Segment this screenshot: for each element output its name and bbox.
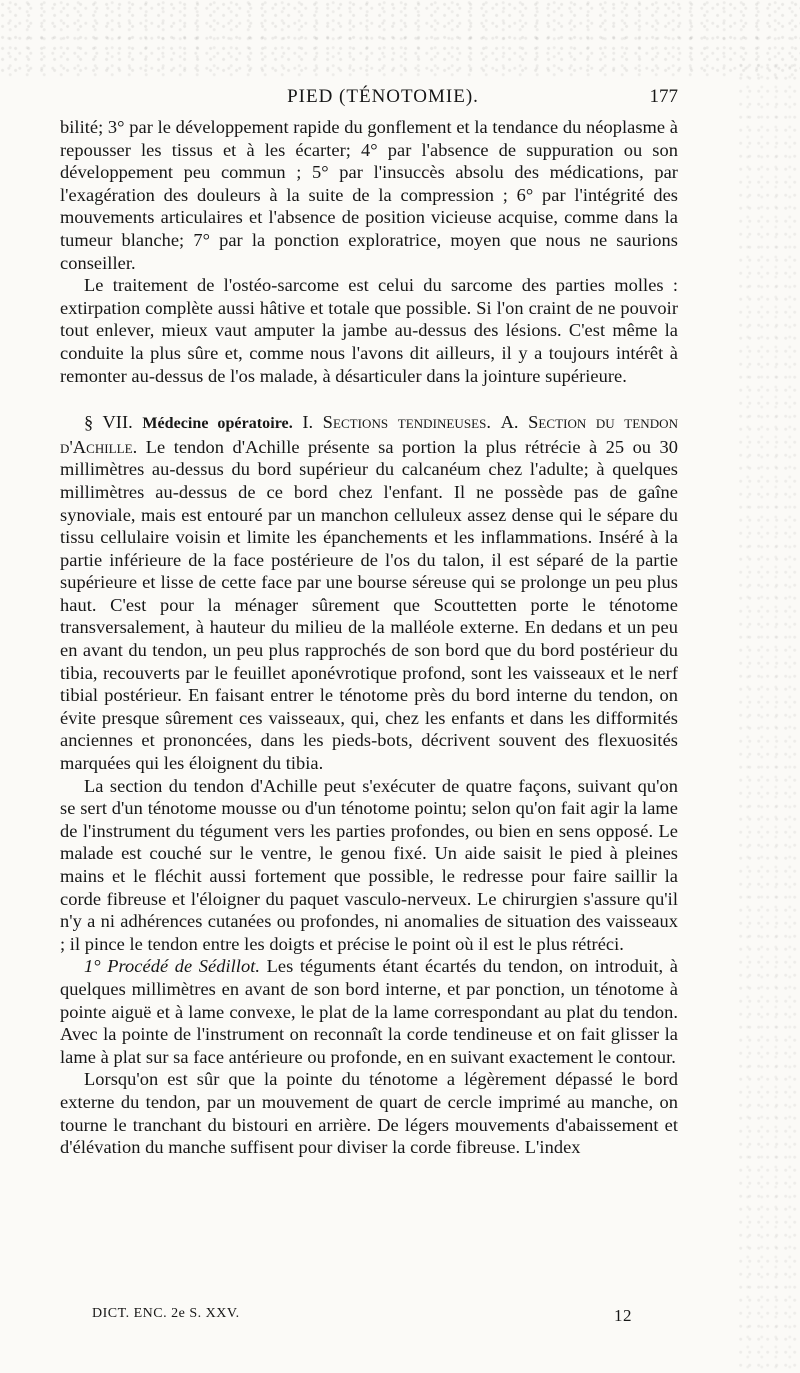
paragraph-5	[60, 955, 678, 1068]
page-number: 177	[649, 86, 678, 107]
subsection-heading-2: A. Section du tendon d'Achille.	[60, 412, 679, 457]
section-number: § VII.	[84, 412, 133, 433]
paragraph-3	[60, 411, 678, 775]
paragraph-5-body: Les téguments étant écartés du tendon, on introduit, à quelques millimètres en avant de son bord interne, et par ponction, un ténotome à pointe aiguë et à lame convexe, le plat de la lame correspondant au plat du tendon. Avec la pointe de l'instrument on reconnaît la corde tendineuse et on fait glisser la lame à plat sur sa face antérieure ou profonde, en en suivant exactement le contour.	[60, 956, 678, 1067]
paragraph-6: Lorsqu'on est sûr que la pointe du ténotome a légèrement dépassé le bord externe du tendon, par un mouvement de quart de cercle imprimé au manche, on tourne le tranchant du bistouri en arrière. De légers mouvements d'abaissement et d'élévation du manche suffisent pour diviser la corde fibreuse. L'index	[60, 1069, 678, 1158]
sheet-number: 12	[614, 1306, 632, 1325]
paragraph-4: La section du tendon d'Achille peut s'exécuter de quatre façons, suivant qu'on se sert d'un ténotome mousse ou d'un ténotome pointu; selon qu'on fait agir la lame de l'instrument du tégument vers les parties profondes, ou bien en sens opposé. Le malade est couché sur le ventre, le genou fixé. Un aide saisit le pied à pleines mains et le fléchit aussi fortement que possible, le redresse pour faire saillir la corde fibreuse et l'éloigner du paquet vasculo-nerveux. Le chirurgien s'assure qu'il n'y a ni adhérences cutanées ou profondes, ni anomalies de situation des vaisseaux ; il pince le tendon entre les doigts et précise le point où il est le plus rétréci.	[60, 775, 678, 954]
page-footer	[92, 1306, 632, 1330]
scan-noise-right	[738, 60, 800, 1373]
scan-noise-top	[0, 0, 800, 78]
paragraph-1: bilité; 3° par le développement rapide du gonflement et la tendance du néoplasme à repousser les tissus et à les écarter; 4° par l'absence de suppuration ou son développement peu commun ; 5° par l'insuccès absolu des médications, par l'exagération des douleurs à la suite de la compression ; 6° par l'intégrité des mouvements articulaires et l'absence de position vicieuse acquise, comme dans la tumeur blanche; 7° par la ponction exploratrice, moyen que nous ne saurions conseiller.	[60, 117, 678, 273]
running-head-title: PIED (TÉNOTOMIE).	[287, 86, 479, 107]
body-text	[60, 116, 678, 1159]
running-head	[88, 86, 678, 112]
paragraph-3-body: Le tendon d'Achille présente sa portion la plus rétrécie à 25 ou 30 millimètres au-dessus du bord supérieur du calcanéum chez l'adulte; à quelques millimètres au-dessus de ce bord chez l'enfant. Il ne possède pas de gaîne synoviale, mais est entouré par un manchon celluleux assez dense qui le sépare du tissu cellulaire voisin et limite les épanchements et les inflammations. Inséré à la partie inférieure de la face postérieure de l'os du talon, il est séparé de la partie supérieure et lisse de cette face par une bourse séreuse qui se prolonge un peu plus haut. C'est pour la ménager sûrement que Scouttetten porte le ténotome transversalement, à hauteur du milieu de la malléole externe. En dedans et un peu en avant du tendon, un peu plus rapprochés de son bord que du bord postérieur du tibia, recouverts par le feuillet aponévrotique profond, sont les vaisseaux et le nerf tibial postérieur. En faisant entrer le ténotome près du bord interne du tendon, on évite presque sûrement ces vaisseaux, qui, chez les enfants et dans les difformités anciennes et prononcées, dans les pieds-bots, décrivent souvent des flexuosités marquées qui les éloignent du tibia.	[60, 436, 678, 774]
printer-signature: DICT. ENC. 2e S. XXV.	[92, 1306, 240, 1321]
paragraph-2: Le traitement de l'ostéo-sarcome est celui du sarcome des parties molles : extirpation complète aussi hâtive et totale que possible. Si l'on craint de ne pouvoir tout enlever, mieux vaut amputer la jambe au-dessus des lésions. C'est même la conduite la plus sûre et, comme nous l'avons dit ailleurs, il y a toujours intérêt à remonter au-dessus de l'os malade, à désarticuler dans la jointure supérieure.	[60, 275, 678, 386]
procedure-label: 1° Procédé de Sédillot.	[84, 956, 261, 977]
subsection-heading-1: I. Sections tendineuses.	[302, 412, 492, 433]
section-heading: Médecine opératoire.	[142, 415, 293, 433]
section-gap	[60, 387, 678, 411]
